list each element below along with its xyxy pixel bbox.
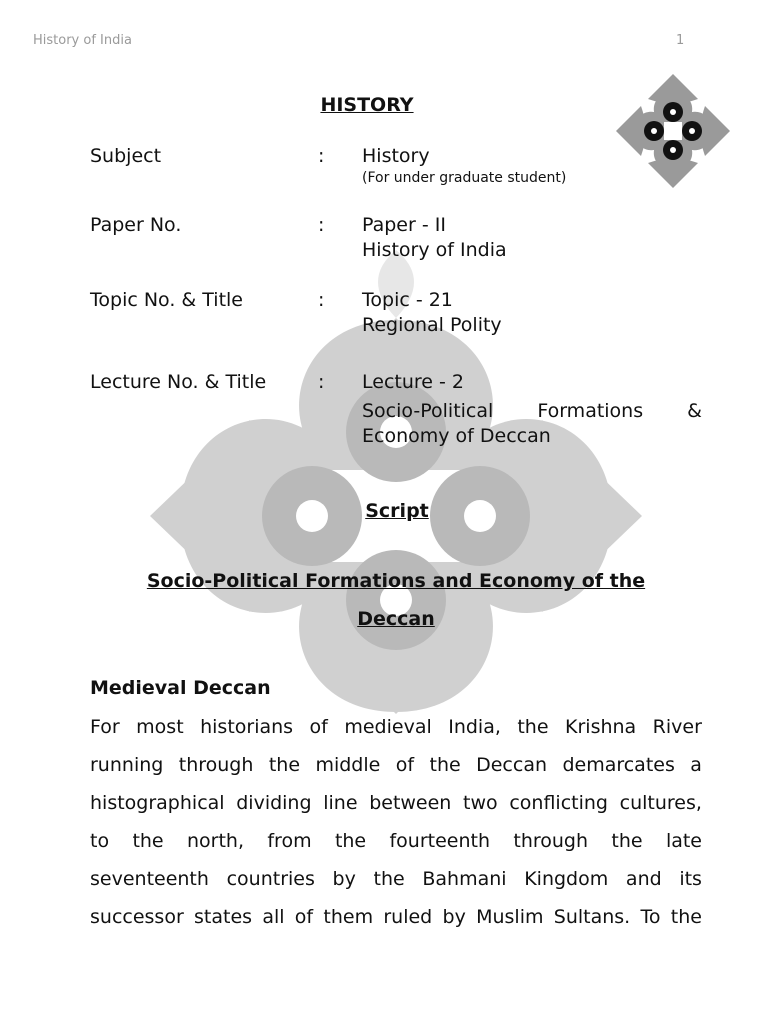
word: historians bbox=[200, 716, 294, 738]
word: to bbox=[90, 830, 110, 852]
word: states bbox=[194, 906, 253, 928]
word: line bbox=[323, 792, 358, 814]
word: from bbox=[267, 830, 312, 852]
document-title: HISTORY bbox=[320, 94, 414, 116]
word: Bahmani bbox=[422, 868, 507, 890]
word: the bbox=[132, 830, 164, 852]
word: by bbox=[332, 868, 356, 890]
word: dividing bbox=[236, 792, 312, 814]
field-colon: : bbox=[318, 214, 325, 236]
section-title-line: Socio-Political Formations and Economy of the bbox=[146, 570, 646, 592]
word: them bbox=[323, 906, 374, 928]
paragraph-line bbox=[90, 708, 702, 746]
field-colon: : bbox=[318, 371, 325, 393]
word: Sultans. bbox=[553, 906, 631, 928]
word: histographical bbox=[90, 792, 225, 814]
field-label: Paper No. bbox=[90, 214, 182, 236]
word: most bbox=[136, 716, 184, 738]
field-label: Topic No. & Title bbox=[90, 289, 243, 311]
paragraph-line bbox=[90, 746, 702, 784]
word: fourteenth bbox=[389, 830, 491, 852]
word: India, bbox=[448, 716, 501, 738]
sub-heading: Medieval Deccan bbox=[90, 677, 271, 699]
word: middle bbox=[315, 754, 381, 776]
word: countries bbox=[226, 868, 315, 890]
word: the bbox=[611, 830, 643, 852]
paragraph-line bbox=[90, 898, 702, 936]
paragraph-line bbox=[90, 784, 702, 822]
field-value: History of India bbox=[362, 239, 507, 261]
word: cultures, bbox=[619, 792, 702, 814]
field-value: Topic - 21 bbox=[362, 289, 453, 311]
word: of bbox=[294, 906, 314, 928]
word: and bbox=[625, 868, 662, 890]
word: the bbox=[429, 754, 461, 776]
word: two bbox=[463, 792, 498, 814]
word: through bbox=[178, 754, 254, 776]
word: between bbox=[369, 792, 452, 814]
word: medieval bbox=[344, 716, 432, 738]
word: Formations bbox=[537, 400, 644, 422]
word: running bbox=[90, 754, 164, 776]
word: To bbox=[640, 906, 661, 928]
word: the bbox=[268, 754, 301, 776]
section-title bbox=[90, 562, 702, 638]
word: seventeenth bbox=[90, 868, 209, 890]
word: Kingdom bbox=[524, 868, 609, 890]
word: through bbox=[513, 830, 589, 852]
word: Muslim bbox=[476, 906, 544, 928]
word: Deccan bbox=[476, 754, 548, 776]
body-paragraph bbox=[90, 708, 702, 936]
word: River bbox=[652, 716, 702, 738]
word: For bbox=[90, 716, 120, 738]
field-value: Economy of Deccan bbox=[362, 425, 551, 447]
word: the bbox=[334, 830, 367, 852]
script-heading: Script bbox=[365, 500, 429, 522]
field-note: (For under graduate student) bbox=[362, 170, 567, 186]
word: late bbox=[665, 830, 702, 852]
word: the bbox=[373, 868, 405, 890]
word: Socio-Political bbox=[362, 400, 494, 422]
word: ruled bbox=[383, 906, 433, 928]
word: conflicting bbox=[509, 792, 608, 814]
word: all bbox=[262, 906, 285, 928]
field-value-justified bbox=[362, 399, 702, 424]
page-number: 1 bbox=[676, 33, 685, 48]
word: of bbox=[395, 754, 415, 776]
field-colon: : bbox=[318, 145, 325, 167]
word: & bbox=[687, 400, 702, 422]
paragraph-line bbox=[90, 860, 702, 898]
word: north, bbox=[186, 830, 244, 852]
field-label: Subject bbox=[90, 145, 162, 167]
word: Krishna bbox=[565, 716, 637, 738]
word: of bbox=[309, 716, 328, 738]
word: a bbox=[690, 754, 702, 776]
field-value: Paper - II bbox=[362, 214, 446, 236]
word: by bbox=[442, 906, 466, 928]
word: the bbox=[517, 716, 549, 738]
word: demarcates bbox=[562, 754, 675, 776]
paragraph-line bbox=[90, 822, 702, 860]
word: successor bbox=[90, 906, 184, 928]
running-header: History of India bbox=[33, 33, 132, 48]
word: its bbox=[679, 868, 702, 890]
field-label: Lecture No. & Title bbox=[90, 371, 267, 393]
field-colon: : bbox=[318, 289, 325, 311]
field-value: Lecture - 2 bbox=[362, 371, 464, 393]
word: the bbox=[670, 906, 702, 928]
field-value: Regional Polity bbox=[362, 314, 502, 336]
field-value: History bbox=[362, 145, 430, 167]
section-title-line: Deccan bbox=[357, 608, 435, 630]
